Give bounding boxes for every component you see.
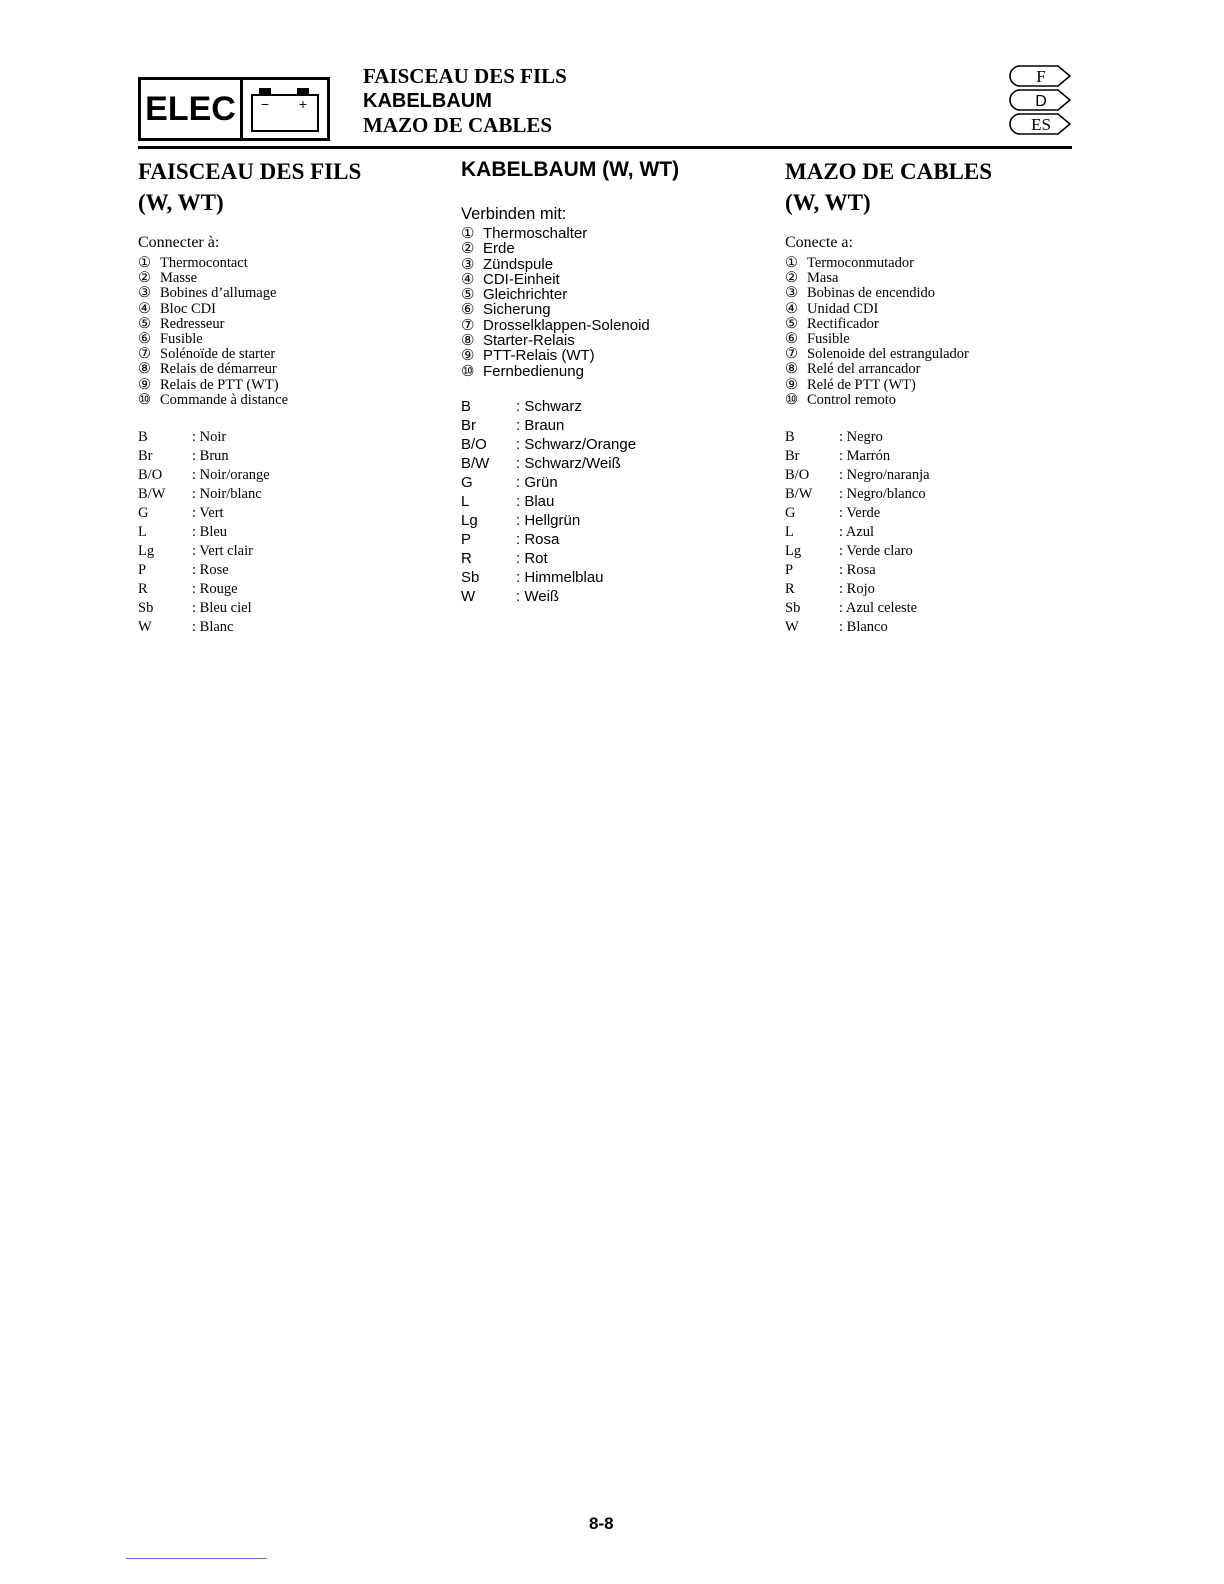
- item-label: Zündspule: [483, 255, 554, 273]
- item-label: Thermocontact: [160, 255, 248, 271]
- section-label: ELEC: [141, 80, 243, 138]
- section-title-es: MAZO DE CABLES (W, WT): [785, 159, 993, 215]
- color-row: [461, 492, 761, 511]
- color-row: [461, 568, 761, 587]
- color-name: : Rouge: [192, 581, 238, 598]
- footer-link-line: [126, 1558, 267, 1559]
- color-code: Sb: [461, 568, 480, 586]
- item-label: Starter-Relais: [483, 332, 575, 350]
- item-label: Relais de démarreur: [160, 361, 277, 378]
- color-name: : Braun: [516, 416, 565, 434]
- item-number: ③: [138, 285, 151, 302]
- list-item: [138, 332, 438, 347]
- item-label: Solenoide del estrangulador: [807, 346, 969, 363]
- color-code: R: [138, 581, 148, 598]
- color-row: [785, 485, 1085, 504]
- item-label: Masa: [807, 270, 839, 287]
- section-badge: [138, 77, 330, 141]
- color-row: [461, 397, 761, 416]
- color-name: : Bleu ciel: [192, 600, 252, 617]
- color-name: : Weiß: [516, 587, 560, 605]
- list-item: [461, 272, 761, 287]
- color-code: B/W: [461, 454, 490, 472]
- color-code: B: [785, 429, 795, 446]
- item-number: ⑨: [138, 376, 151, 393]
- language-badge-f: [1008, 64, 1072, 88]
- color-name: : Verde: [839, 505, 881, 522]
- list-item: [138, 378, 438, 393]
- item-number: ⑦: [461, 316, 475, 334]
- color-code: P: [785, 562, 794, 579]
- list-item: [138, 256, 438, 271]
- item-label: Solénoïde de starter: [160, 346, 276, 363]
- color-row: [461, 549, 761, 568]
- language-badge-d: [1008, 88, 1072, 112]
- language-badges: [1008, 64, 1072, 136]
- color-name: : Vert clair: [192, 543, 253, 560]
- color-code: G: [785, 505, 796, 522]
- connect-label-es: Conecte a:: [785, 234, 853, 251]
- color-name: : Himmelblau: [516, 568, 604, 586]
- color-name: : Blanco: [839, 619, 888, 636]
- item-label: Relé del arrancador: [807, 361, 921, 378]
- list-item: [138, 362, 438, 377]
- color-row: [785, 542, 1085, 561]
- list-item: [461, 348, 761, 363]
- color-code: Br: [785, 448, 800, 465]
- section-title-de: KABELBAUM (W, WT): [461, 158, 680, 181]
- color-code: Br: [461, 416, 476, 434]
- color-legend-fr: [138, 428, 438, 637]
- item-number: ②: [461, 240, 475, 258]
- color-code: B/O: [461, 435, 487, 453]
- color-row: [138, 428, 438, 447]
- color-row: [785, 504, 1085, 523]
- list-item: [138, 393, 438, 408]
- item-label: Bloc CDI: [160, 300, 216, 317]
- item-number: ④: [138, 300, 151, 317]
- color-row: [461, 454, 761, 473]
- color-row: [138, 561, 438, 580]
- list-item: [138, 302, 438, 317]
- color-name: : Brun: [192, 448, 229, 465]
- item-number: ⑥: [138, 331, 151, 348]
- list-item: [461, 364, 761, 379]
- color-name: : Blau: [516, 492, 555, 510]
- section-title-fr: FAISCEAU DES FILS (W, WT): [138, 159, 362, 215]
- item-label: Control remoto: [807, 391, 897, 408]
- item-number: ⑨: [785, 376, 798, 393]
- color-code: B/O: [138, 467, 163, 484]
- color-name: : Verde claro: [839, 543, 913, 560]
- list-item: [785, 347, 1085, 362]
- list-item: [461, 287, 761, 302]
- color-row: [785, 466, 1085, 485]
- color-code: G: [138, 505, 149, 522]
- item-number: ⑥: [461, 301, 475, 319]
- item-number: ④: [461, 270, 475, 288]
- item-number: ③: [785, 285, 798, 302]
- color-code: B/O: [785, 467, 810, 484]
- item-number: ⑤: [461, 286, 475, 304]
- color-row: [785, 523, 1085, 542]
- color-name: : Rosa: [839, 562, 876, 579]
- item-label: Masse: [160, 270, 198, 287]
- color-code: Sb: [138, 600, 154, 617]
- color-row: [785, 428, 1085, 447]
- color-code: B/W: [138, 486, 166, 503]
- color-row: [785, 618, 1085, 637]
- color-name: : Azul celeste: [839, 600, 918, 617]
- item-label: Erde: [483, 240, 515, 258]
- language-badge-es: [1008, 112, 1072, 136]
- color-code: Br: [138, 448, 153, 465]
- color-row: [461, 435, 761, 454]
- item-label: Termoconmutador: [807, 255, 914, 271]
- color-row: [138, 542, 438, 561]
- list-item: [785, 378, 1085, 393]
- color-name: : Schwarz: [516, 397, 582, 415]
- item-label: Fusible: [807, 331, 850, 348]
- color-name: : Azul: [839, 524, 875, 541]
- component-list-de: [461, 226, 761, 379]
- item-number: ⑥: [785, 331, 798, 348]
- color-code: L: [785, 524, 794, 541]
- color-legend-es: [785, 428, 1085, 637]
- color-code: Sb: [785, 600, 801, 617]
- list-item: [785, 256, 1085, 271]
- item-number: ⑧: [785, 361, 798, 378]
- list-item: [138, 347, 438, 362]
- color-code: R: [785, 581, 795, 598]
- list-item: [138, 286, 438, 301]
- color-legend-de: [461, 397, 761, 606]
- color-name: : Negro: [839, 429, 883, 446]
- color-code: Lg: [785, 543, 802, 560]
- list-item: [785, 393, 1085, 408]
- column-french: [138, 156, 438, 637]
- item-number: ⑩: [461, 362, 475, 380]
- item-label: Relé de PTT (WT): [807, 376, 916, 393]
- page-number: 8-8: [589, 1514, 614, 1533]
- item-number: ⑧: [138, 361, 151, 378]
- list-item: [461, 226, 761, 241]
- item-number: ⑨: [461, 347, 475, 365]
- column-german: [461, 156, 761, 606]
- item-number: ④: [785, 300, 798, 317]
- color-name: : Hellgrün: [516, 511, 581, 529]
- color-row: [461, 416, 761, 435]
- item-label: Thermoschalter: [483, 225, 588, 242]
- header-title-es: MAZO DE CABLES: [363, 113, 553, 137]
- color-code: P: [138, 562, 147, 579]
- color-row: [138, 523, 438, 542]
- color-code: B/W: [785, 486, 813, 503]
- color-name: : Vert: [192, 505, 224, 522]
- color-name: : Marrón: [839, 448, 891, 465]
- list-item: [138, 271, 438, 286]
- color-name: : Negro/naranja: [839, 467, 930, 484]
- item-label: Bobinas de encendido: [807, 285, 936, 302]
- color-row: [785, 447, 1085, 466]
- list-item: [461, 318, 761, 333]
- color-row: [461, 511, 761, 530]
- color-code: W: [138, 619, 152, 636]
- color-name: : Blanc: [192, 619, 234, 636]
- color-row: [138, 504, 438, 523]
- battery-plus: +: [298, 96, 308, 112]
- color-code: W: [785, 619, 799, 636]
- color-row: [138, 580, 438, 599]
- item-label: Rectificador: [807, 315, 879, 332]
- color-name: : Rosa: [516, 530, 560, 548]
- component-list-fr: [138, 256, 438, 408]
- item-number: ⑩: [138, 391, 151, 408]
- color-code: Lg: [138, 543, 155, 560]
- color-name: : Rojo: [839, 581, 875, 598]
- color-name: : Negro/blanco: [839, 486, 926, 503]
- list-item: [461, 302, 761, 317]
- list-item: [785, 302, 1085, 317]
- color-code: L: [461, 492, 470, 510]
- list-item: [785, 362, 1085, 377]
- item-label: Unidad CDI: [807, 300, 879, 317]
- color-code: W: [461, 587, 476, 605]
- list-item: [461, 241, 761, 256]
- color-name: : Rot: [516, 549, 548, 567]
- list-item: [785, 317, 1085, 332]
- header-titles: [363, 64, 567, 138]
- item-label: Commande à distance: [160, 391, 289, 408]
- item-number: ①: [138, 255, 151, 271]
- color-name: : Grün: [516, 473, 558, 491]
- color-row: [138, 618, 438, 637]
- header-title-fr: FAISCEAU DES FILS: [363, 64, 567, 88]
- color-row: [138, 485, 438, 504]
- item-number: ⑧: [461, 332, 475, 350]
- component-list-es: [785, 256, 1085, 408]
- item-label: Drosselklappen-Solenoid: [483, 316, 650, 334]
- color-row: [785, 599, 1085, 618]
- color-name: : Schwarz/Weiß: [516, 454, 621, 472]
- color-name: : Bleu: [192, 524, 228, 541]
- item-number: ⑤: [138, 315, 151, 332]
- item-label: CDI-Einheit: [483, 270, 560, 288]
- header-title-de: KABELBAUM: [363, 89, 492, 112]
- color-name: : Schwarz/Orange: [516, 435, 637, 453]
- color-row: [138, 466, 438, 485]
- item-label: Gleichrichter: [483, 286, 568, 304]
- item-label: Sicherung: [483, 301, 551, 319]
- item-number: ⑦: [138, 346, 151, 363]
- color-row: [138, 447, 438, 466]
- color-code: Lg: [461, 511, 478, 529]
- svg-text:F: F: [1036, 67, 1046, 86]
- svg-text:D: D: [1035, 93, 1047, 110]
- item-label: Redresseur: [160, 315, 225, 332]
- item-label: PTT-Relais (WT): [483, 347, 595, 365]
- battery-minus: −: [260, 96, 270, 112]
- item-number: ①: [461, 225, 475, 242]
- color-row: [461, 473, 761, 492]
- color-row: [461, 587, 761, 606]
- column-spanish: [785, 156, 1085, 637]
- list-item: [461, 333, 761, 348]
- svg-text:ES: ES: [1031, 115, 1051, 134]
- header-rule: [138, 146, 1072, 149]
- list-item: [461, 257, 761, 272]
- item-number: ②: [785, 270, 798, 287]
- item-number: ⑩: [785, 391, 798, 408]
- color-row: [785, 580, 1085, 599]
- color-code: P: [461, 530, 472, 548]
- color-row: [138, 599, 438, 618]
- battery-icon: [243, 80, 327, 138]
- color-name: : Noir/orange: [192, 467, 270, 484]
- color-code: B: [138, 429, 148, 446]
- connect-label-fr: Connecter à:: [138, 234, 220, 251]
- item-label: Bobines d’allumage: [160, 285, 277, 302]
- list-item: [785, 332, 1085, 347]
- item-label: Fernbedienung: [483, 362, 584, 380]
- item-label: Relais de PTT (WT): [160, 376, 279, 393]
- color-code: R: [461, 549, 472, 567]
- item-number: ⑦: [785, 346, 798, 363]
- item-number: ②: [138, 270, 151, 287]
- color-row: [785, 561, 1085, 580]
- color-row: [461, 530, 761, 549]
- color-code: B: [461, 397, 472, 415]
- color-name: : Rose: [192, 562, 229, 579]
- list-item: [785, 286, 1085, 301]
- color-name: : Noir/blanc: [192, 486, 262, 503]
- color-code: G: [461, 473, 473, 491]
- list-item: [138, 317, 438, 332]
- color-name: : Noir: [192, 429, 227, 446]
- connect-label-de: Verbinden mit:: [461, 205, 567, 223]
- item-label: Fusible: [160, 331, 203, 348]
- list-item: [785, 271, 1085, 286]
- item-number: ①: [785, 255, 798, 271]
- item-number: ③: [461, 255, 475, 273]
- item-number: ⑤: [785, 315, 798, 332]
- color-code: L: [138, 524, 147, 541]
